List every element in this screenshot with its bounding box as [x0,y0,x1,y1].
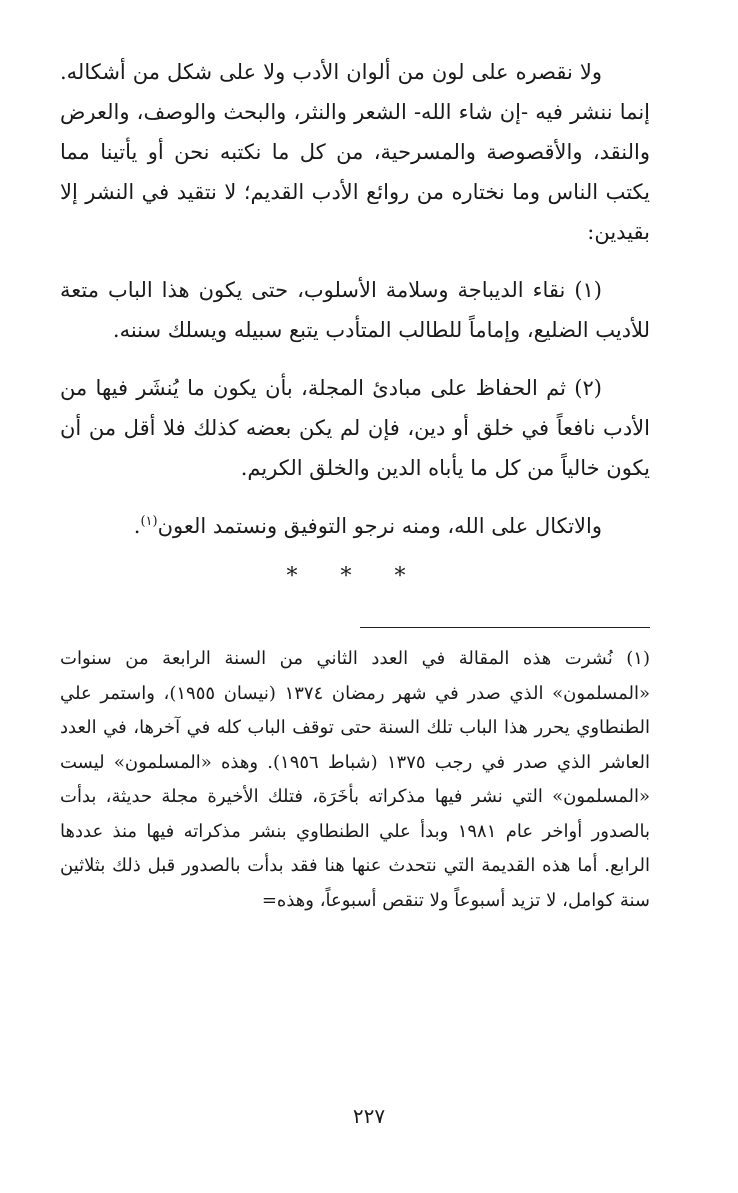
footnote-rule [360,627,650,628]
paragraph-intro: ولا نقصره على لون من ألوان الأدب ولا على شكل من أشكاله. إنما ننشر فيه -إن شاء الله- الشعر والنثر، والبحث والوصف، والعرض والنقد، والأقصوصة والمسرحية، من كل ما نكتبه نحن أو يأتينا مما يكتب الناس وما نختاره من روائع الأدب القديم؛ لا نتقيد في النشر إلا بقيدين: [60,60,650,244]
main-text [60,52,650,546]
closing-text: والاتكال على الله، ومنه نرجو التوفيق ونستمد العون [157,514,602,538]
paragraph-condition-1: (١) نقاء الديباجة وسلامة الأسلوب، حتى يكون هذا الباب متعة للأديب الضليع، وإماماً للطالب المتأدب يتبع سبيله ويسلك سننه. [60,278,650,342]
footnote [60,642,650,918]
section-separator: * * * [286,564,424,589]
paragraph-condition-2: (٢) ثم الحفاظ على مبادئ المجلة، بأن يكون ما يُنشَر فيها من الأدب نافعاً في خلق أو دين، فإن لم يكن بعضه كذلك فلا أقل من أن يكون خالياً من كل ما يأباه الدين والخلق الكريم. [60,376,650,480]
paragraph-closing [60,506,650,546]
closing-period: . [133,514,141,538]
footnote-text: (١) نُشرت هذه المقالة في العدد الثاني من السنة الرابعة من سنوات «المسلمون» الذي صدر في شهر رمضان ١٣٧٤ (نيسان ١٩٥٥)، واستمر علي الطنطاوي يحرر هذا الباب تلك السنة حتى توقف الباب كله في آخرها، في العدد العاشر الذي صدر في رجب ١٣٧٥ (شباط ١٩٥٦). وهذه «المسلمون» ليست «المسلمون» التي نشر فيها مذكراته بأخَرَة، فتلك الأخيرة مجلة حديثة، بدأت بالصدور أواخر عام ١٩٨١ وبدأ علي الطنطاوي بنشر مذكراته فيها منذ عددها الرابع. أما هذه القديمة التي نتحدث عنها هنا فقد بدأت بالصدور قبل ذلك بثلاثين سنة كوامل، لا تزيد أسبوعاً ولا تنقص أسبوعاً، وهذه= [60,648,650,911]
footnote-reference: (١) [140,514,158,529]
page-number: ٢٢٧ [352,1104,386,1128]
